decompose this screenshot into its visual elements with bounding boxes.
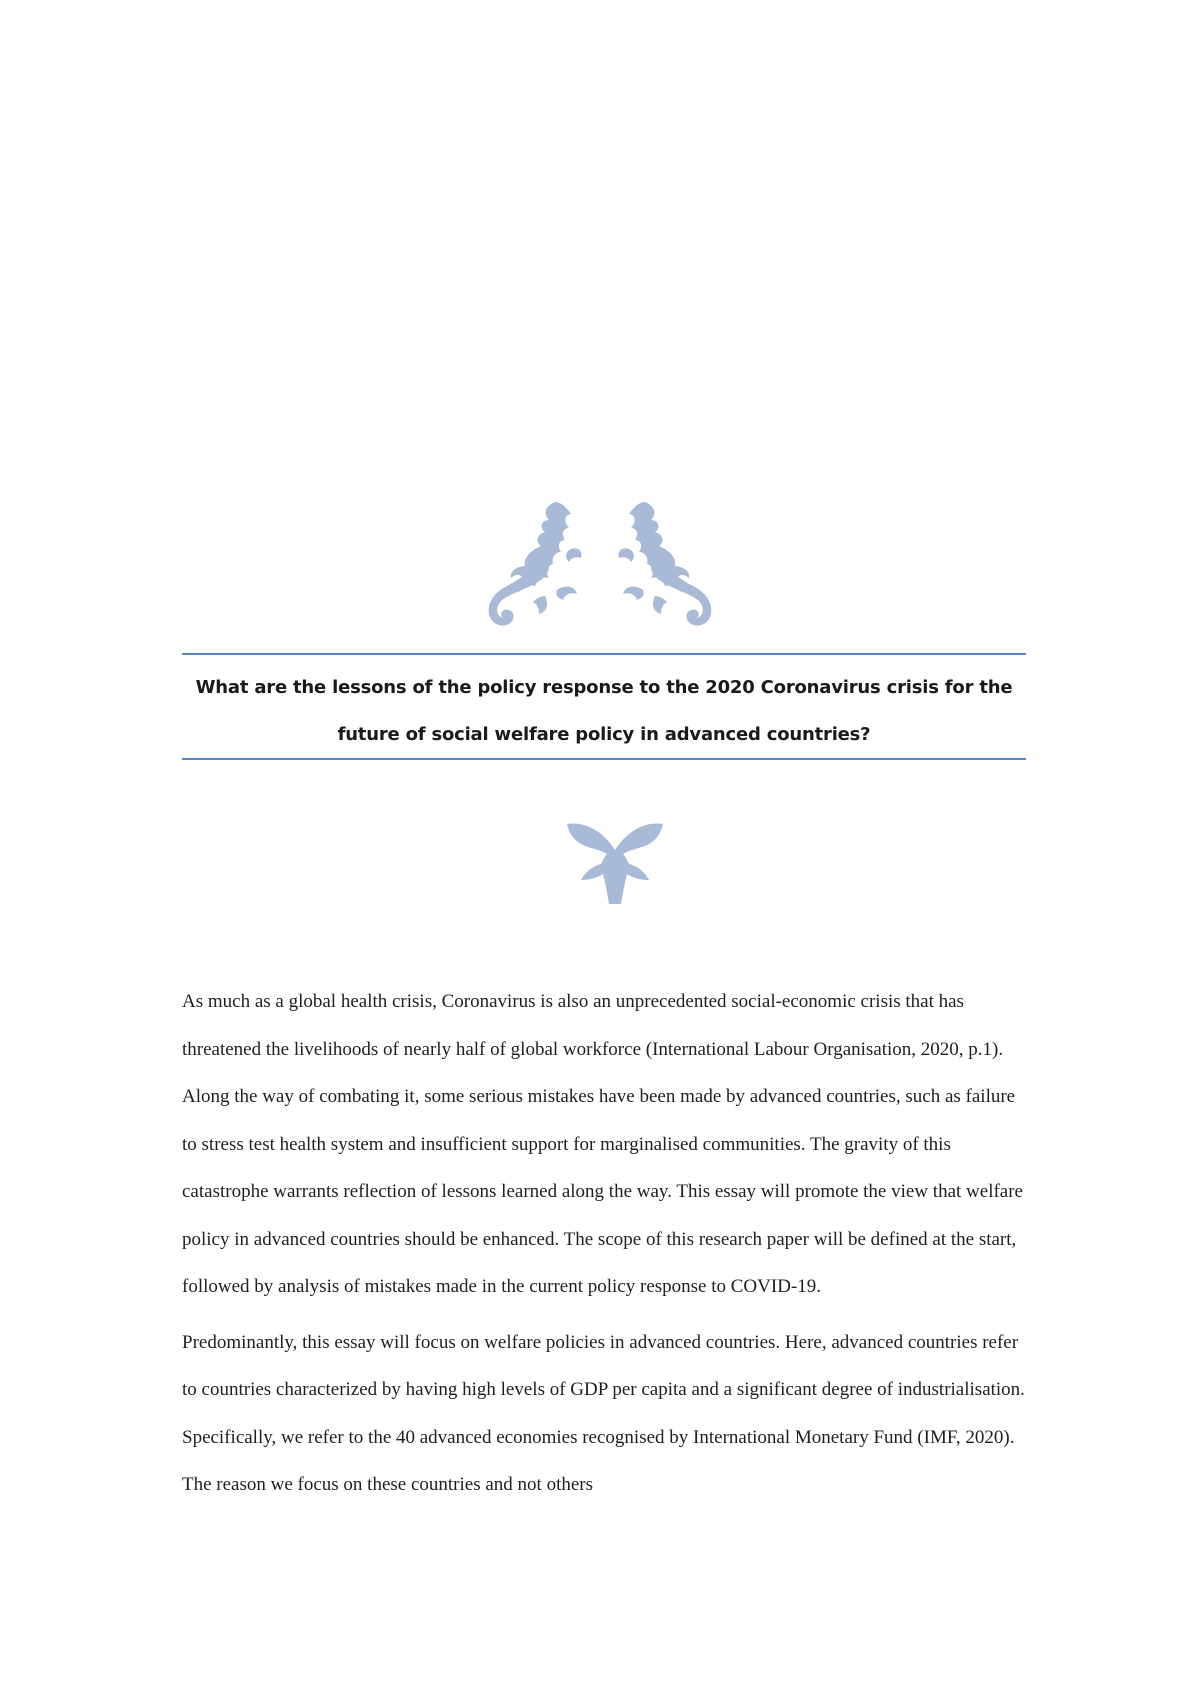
essay-body [182,978,1027,1517]
title-rule-bottom [182,758,1026,760]
paragraph: As much as a global health crisis, Coronavirus is also an unprecedented social-economic crisis that has threatened the livelihoods of nearly half of global workforce (International Labour Organisation, 2020, p.1). Along the way of combating it, some serious mistakes have been made by advanced countries, such as failure to stress test health system and insufficient support for marginalised communities. The gravity of this catastrophe warrants reflection of lessons learned along the way. This essay will promote the view that welfare policy in advanced countries should be enhanced. The scope of this research paper will be defined at the start, followed by analysis of mistakes made in the current policy response to COVID-19. [182,991,1023,1297]
fleuron-icon [565,820,665,905]
title-rule-top [182,653,1026,655]
floral-flourish-icon [485,500,715,630]
document-title: What are the lessons of the policy response to the 2020 Coronavirus crisis for the future of social welfare policy in advanced countries? [195,677,1013,745]
paragraph: Predominantly, this essay will focus on welfare policies in advanced countries. Here, advanced countries refer to countries characterized by having high levels of GDP per capita and a significant degree of industrialisation. Specifically, we refer to the 40 advanced economies recognised by International Monetary Fund (IMF, 2020). The reason we focus on these countries and not others [182,1331,1025,1495]
